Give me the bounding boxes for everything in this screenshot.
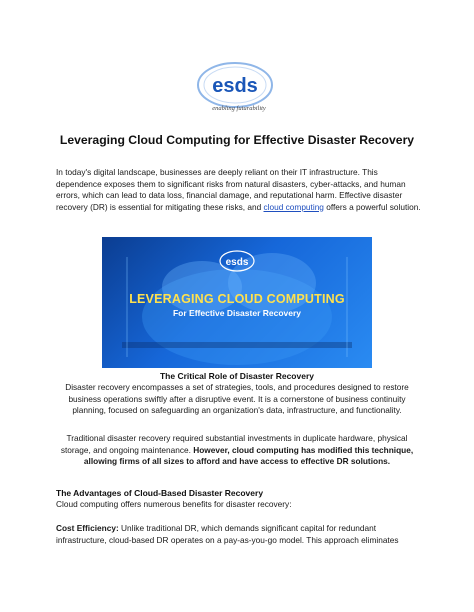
intro-text: In today's digital landscape, businesses are deeply reliant on their IT infrastructure. This dependence exposes them to significant risks from natural disasters, cyber-attacks, and human errors, which can lead to data loss, financial damage, and reputational harm. Effective disaster recovery (DR) is essential for mitigating these risks, and	[56, 167, 406, 212]
banner-headline: LEVERAGING CLOUD COMPUTING	[129, 292, 345, 306]
critical-role-paragraph-1: Disaster recovery encompasses a set of strategies, tools, and procedures designed to restore business operations swiftly after a disruptive event. It is a cornerstone of business continuity planning, focused on safeguarding an organization's data, infrastructure, and functionality.	[65, 382, 409, 415]
page-title: Leveraging Cloud Computing for Effective Disaster Recovery	[59, 133, 415, 147]
critical-role-paragraph-2	[56, 433, 418, 468]
banner-subheadline: For Effective Disaster Recovery	[172, 308, 302, 318]
logo-text: esds	[212, 75, 258, 97]
advantages-intro: Cloud computing offers numerous benefits for disaster recovery:	[56, 499, 292, 509]
banner-logo-text: esds	[225, 257, 249, 268]
cloud-computing-link[interactable]: cloud computing	[263, 201, 324, 212]
section-heading-advantages: The Advantages of Cloud-Based Disaster Recovery	[56, 488, 264, 498]
logo-tagline: enabling futurability	[212, 105, 266, 112]
cost-efficiency-text: Unlike traditional DR, which demands significant capital for redundant infrastructure, cloud-based DR operates on a pay-as-you-go model. This approach eliminates	[56, 523, 399, 545]
cost-efficiency-label: Cost Efficiency:	[56, 523, 119, 533]
intro-paragraph	[56, 167, 422, 213]
banner-esds-logo	[218, 248, 256, 274]
cost-efficiency-paragraph	[56, 523, 422, 546]
intro-text-end: offers a powerful solution.	[323, 201, 421, 212]
hero-banner-image	[102, 237, 372, 368]
esds-logo	[194, 56, 276, 118]
section-heading-critical-role: The Critical Role of Disaster Recovery	[159, 371, 314, 381]
paragraph-2-bold-text: However, cloud computing has modified this technique, allowing firms of all sizes to afford and have access to effective DR solutions.	[83, 444, 414, 466]
paragraph-2-text: Traditional disaster recovery required substantial investments in duplicate hardware, physical storage, and ongoing maintenance.	[60, 433, 408, 455]
